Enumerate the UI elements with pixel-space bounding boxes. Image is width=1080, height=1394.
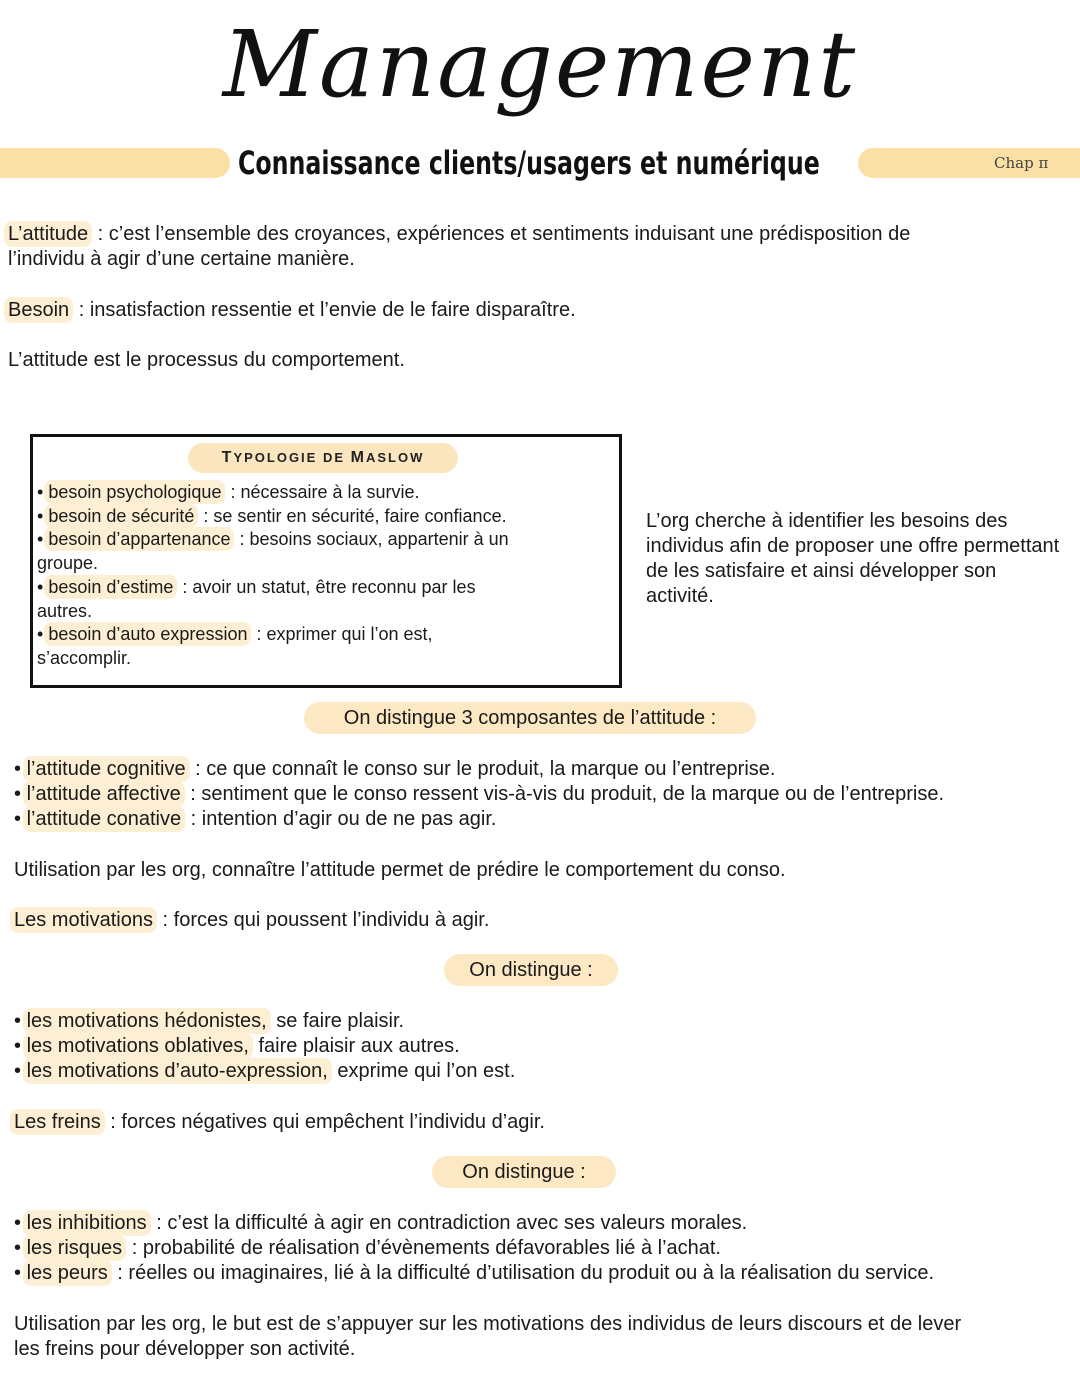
- list-item-cont: groupe.: [37, 553, 99, 574]
- list-item-cont: s’accomplir.: [37, 647, 132, 668]
- motivations-definition: Les motivations : forces qui poussent l’individu à agir.: [14, 908, 489, 933]
- conclusion-line-2: les freins pour développer son activité.: [14, 1338, 356, 1360]
- list-item: • besoin d’estime : avoir un statut, être reconnu par les: [37, 576, 476, 597]
- attitude-text: : c’est l’ensemble des croyances, expériences et sentiments induisant une prédisposition de: [92, 223, 911, 245]
- list-item: • l’attitude cognitive : ce que connaît le conso sur le produit, la marque ou l’entreprise.: [14, 758, 776, 780]
- list-item: • besoin d’auto expression : exprimer qui l’on est,: [37, 624, 433, 645]
- composantes-list: [14, 757, 944, 832]
- list-item: • l’attitude affective : sentiment que le conso ressent vis-à-vis du produit, de la marque ou de l’entreprise.: [14, 783, 945, 805]
- besoin-definition: [8, 298, 576, 323]
- list-item-cont: autres.: [37, 600, 93, 621]
- list-item: • les motivations oblatives, faire plaisir aux autres.: [14, 1035, 460, 1057]
- list-item: • les motivations hédonistes, se faire plaisir.: [14, 1010, 405, 1032]
- freins-list: [14, 1211, 934, 1286]
- title-band-left: [0, 148, 230, 178]
- besoin-text: : insatisfaction ressentie et l’envie de le faire disparaître.: [73, 299, 576, 321]
- freins-heading: On distingue :: [432, 1156, 616, 1188]
- composantes-usage: Utilisation par les org, connaître l’attitude permet de prédire le comportement du conso.: [14, 859, 786, 881]
- attitude-definition-cont: l’individu à agir d’une certaine manière.: [8, 248, 355, 270]
- chapter-subtitle: Connaissance clients/usagers et numérique: [238, 144, 820, 182]
- list-item: • les risques : probabilité de réalisation d’évènements défavorables lié à l’achat.: [14, 1237, 721, 1259]
- page-title: Management: [222, 11, 858, 118]
- motivations-list: [14, 1009, 515, 1084]
- chapter-label: Chap π: [994, 154, 1049, 172]
- maslow-title: TYPOLOGIE DE MASLOW: [188, 443, 458, 473]
- maslow-list: [37, 481, 597, 671]
- attitude-definition: [8, 222, 910, 247]
- conclusion-line-1: Utilisation par les org, le but est de s’appuyer sur les motivations des individus de leurs discours et de lever: [14, 1313, 962, 1335]
- list-item: • les motivations d’auto-expression, exprime qui l’on est.: [14, 1060, 516, 1082]
- list-item: • besoin de sécurité : se sentir en sécurité, faire confiance.: [37, 505, 507, 526]
- list-item: • besoin psychologique : nécessaire à la survie.: [37, 482, 420, 502]
- attitude-term: L’attitude: [4, 221, 92, 247]
- freins-definition: Les freins : forces négatives qui empêchent l’individu d’agir.: [14, 1110, 545, 1135]
- composantes-heading: On distingue 3 composantes de l’attitude :: [304, 702, 756, 734]
- attitude-processus: L’attitude est le processus du comportement.: [8, 349, 405, 371]
- list-item: • l’attitude conative : intention d’agir ou de ne pas agir.: [14, 808, 497, 830]
- list-item: • besoin d’appartenance : besoins sociaux, appartenir à un: [37, 529, 509, 550]
- motivations-heading: On distingue :: [444, 954, 618, 986]
- list-item: • les peurs : réelles ou imaginaires, lié à la difficulté d’utilisation du produit ou à la réalisation du service.: [14, 1262, 935, 1284]
- maslow-side-note: L’org cherche à identifier les besoins des individus afin de proposer une offre permettant de les satisfaire et ainsi développer son activité.: [646, 510, 1060, 607]
- list-item: • les inhibitions : c’est la difficulté à agir en contradiction avec ses valeurs morales.: [14, 1212, 748, 1234]
- besoin-term: Besoin: [4, 297, 73, 323]
